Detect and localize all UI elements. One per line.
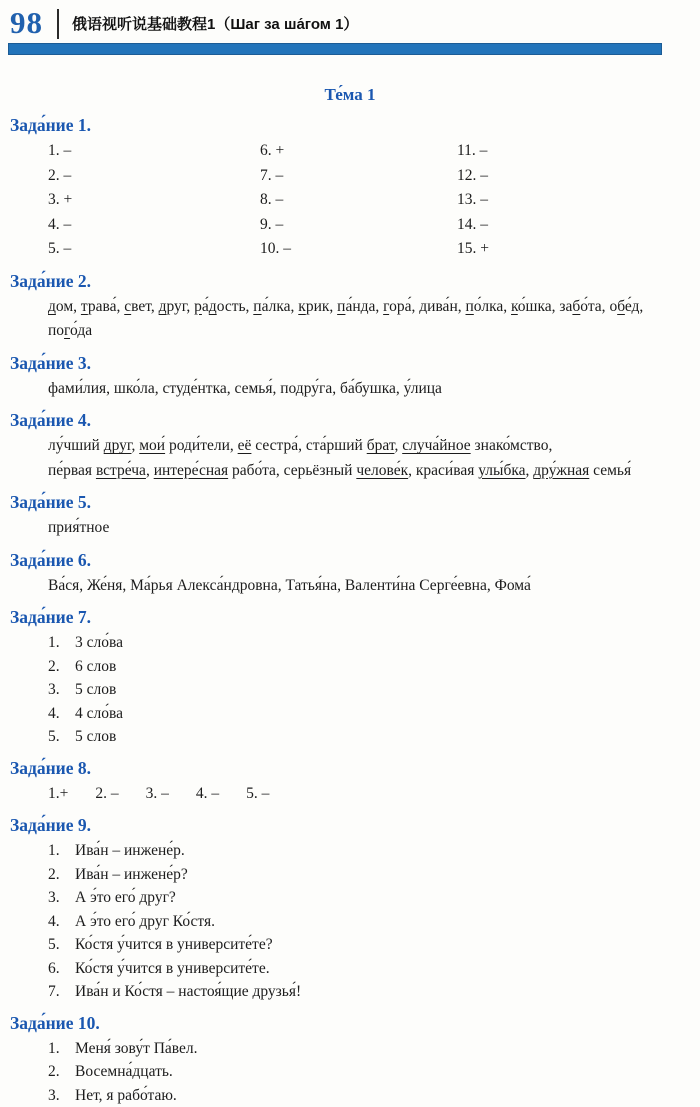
plain-text: о (609, 298, 617, 315)
list-item (48, 910, 700, 934)
numbered-list (48, 631, 700, 749)
inline-answer: 3. – (146, 782, 169, 807)
answer-cell: 9. – (260, 213, 457, 238)
list-item-number: 3. (48, 1084, 75, 1107)
underlined-text: д (48, 298, 56, 315)
answer-cell: 8. – (260, 188, 457, 213)
list-item-text: 5 слов (75, 725, 116, 749)
task-line (48, 459, 700, 484)
list-item (48, 702, 700, 726)
plain-text: фами́лия, шко́ла, студе́нтка, семья́, подру́га, ба́бушка, у́лица (48, 380, 442, 397)
answer-cell: 13. – (457, 188, 700, 213)
task-line (48, 377, 700, 402)
underlined-text: брат (367, 437, 395, 454)
underlined-text: б (572, 298, 580, 315)
underlined-text: р (194, 298, 202, 315)
underlined-text: встре́ча (96, 462, 146, 479)
underlined-text: друг (104, 437, 132, 454)
list-item-number: 1. (48, 1037, 75, 1061)
list-item (48, 678, 700, 702)
list-item-number: 6. (48, 957, 75, 981)
list-item (48, 933, 700, 957)
plain-text: рабо́та, серьёзный (228, 462, 356, 479)
task-heading: Зада́ние 3. (10, 352, 700, 375)
list-item-text: 5 слов (75, 678, 116, 702)
underlined-text: случа́йное (402, 437, 470, 454)
plain-text: прия́тное (48, 519, 109, 536)
plain-text: рик, (306, 298, 337, 315)
list-item-text: А э́то его́ друг Ко́стя. (75, 910, 215, 934)
task-body (48, 516, 700, 541)
underlined-text: д (209, 298, 217, 315)
plain-text: а́ (202, 298, 209, 315)
plain-text: лу́чший (48, 437, 104, 454)
answers-column (457, 139, 700, 262)
list-item-number: 3. (48, 886, 75, 910)
list-item-number: 5. (48, 725, 75, 749)
plain-text: ость, (217, 298, 254, 315)
book-title: 俄语视听说基础教程1（Шаг за ша́гом 1） (72, 8, 358, 33)
answer-cell: 11. – (457, 139, 700, 164)
list-item (48, 1084, 700, 1107)
list-item-number: 3. (48, 678, 75, 702)
list-item-text: Ко́стя у́чится в университе́те. (75, 957, 270, 981)
underlined-text: дру́жная (533, 462, 589, 479)
list-item (48, 655, 700, 679)
answer-cell: 3. + (48, 188, 260, 213)
list-item-text: Меня́ зову́т Па́вел. (75, 1037, 198, 1061)
underlined-text: г (64, 322, 70, 339)
underlined-text: к (511, 298, 518, 315)
plain-text: дива́н, (419, 298, 465, 315)
list-item-number: 7. (48, 980, 75, 1004)
plain-text: пе́рвая (48, 462, 96, 479)
list-item-text: Ива́н и Ко́стя – настоя́щие друзья́! (75, 980, 301, 1004)
answer-cell: 15. + (457, 237, 700, 262)
task-heading: Зада́ние 1. (10, 114, 700, 137)
task-list (0, 114, 700, 1107)
list-item-number: 4. (48, 910, 75, 934)
answer-cell: 5. – (48, 237, 260, 262)
list-item (48, 1037, 700, 1061)
task-heading: Зада́ние 6. (10, 549, 700, 572)
page-number: 98 (10, 8, 43, 38)
underlined-text: с (124, 298, 131, 315)
plain-text: , (146, 462, 154, 479)
task-line (48, 516, 700, 541)
plain-text: о́да (70, 322, 92, 339)
underlined-text: мои́ (139, 437, 165, 454)
list-item-text: А э́то его́ друг? (75, 886, 176, 910)
list-item (48, 957, 700, 981)
plain-text: , (394, 437, 402, 454)
task-body (48, 574, 700, 599)
answer-cell: 7. – (260, 164, 457, 189)
underlined-text: интере́сная (154, 462, 228, 479)
plain-text: а́нда, (345, 298, 383, 315)
plain-text: вет, (131, 298, 158, 315)
theme-title: Те́ма 1 (0, 84, 700, 106)
underlined-text: улы́бка (478, 462, 525, 479)
task-heading: Зада́ние 10. (10, 1012, 700, 1035)
list-item (48, 886, 700, 910)
answer-cell: 4. – (48, 213, 260, 238)
list-item-number: 1. (48, 839, 75, 863)
plain-text: , краси́вая (408, 462, 478, 479)
plain-text: за (559, 298, 572, 315)
underlined-text: к (298, 298, 306, 315)
list-item (48, 1060, 700, 1084)
plain-text: знако́мство, (471, 437, 553, 454)
task-body (48, 377, 700, 402)
task-heading: Зада́ние 9. (10, 814, 700, 837)
answer-cell: 14. – (457, 213, 700, 238)
page-header (0, 0, 700, 39)
underlined-text: её (238, 437, 252, 454)
underlined-text: т (81, 298, 88, 315)
plain-text: по (48, 322, 64, 339)
inline-answer: 1.+ (48, 782, 68, 807)
plain-text: сестра́, ста́рший (251, 437, 366, 454)
plain-text: Ва́ся, Же́ня, Ма́рья Алекса́ндровна, Татья́на, Валенти́на Серге́евна, Фома́ (48, 577, 531, 594)
list-item-text: 3 сло́ва (75, 631, 123, 655)
answers-column (260, 139, 457, 262)
list-item-text: 4 сло́ва (75, 702, 123, 726)
list-item (48, 725, 700, 749)
list-item-text: Ко́стя у́чится в университе́те? (75, 933, 273, 957)
underlined-text: г (383, 298, 389, 315)
inline-answer: 4. – (196, 782, 219, 807)
list-item (48, 631, 700, 655)
inline-answer: 2. – (95, 782, 118, 807)
plain-text: а́лка, (262, 298, 299, 315)
answer-cell: 2. – (48, 164, 260, 189)
list-item-text: Нет, я рабо́таю. (75, 1084, 177, 1107)
list-item-text: Ива́н – инжене́р? (75, 863, 188, 887)
list-item-number: 1. (48, 631, 75, 655)
list-item-text: Ива́н – инжене́р. (75, 839, 185, 863)
plain-text: е́д, (625, 298, 643, 315)
list-item-text: Восемна́дцать. (75, 1060, 173, 1084)
plain-text: роди́тели, (165, 437, 238, 454)
underlined-text: челове́к (356, 462, 408, 479)
plain-text: о́лка, (474, 298, 511, 315)
task-heading: Зада́ние 7. (10, 606, 700, 629)
plain-text: о́шка, (518, 298, 560, 315)
list-item-number: 2. (48, 655, 75, 679)
list-item-number: 2. (48, 1060, 75, 1084)
task-line (48, 574, 700, 599)
plain-text: семья́ (589, 462, 631, 479)
task-line (48, 319, 700, 344)
underlined-text: б (617, 298, 625, 315)
answer-cell: 10. – (260, 237, 457, 262)
list-item (48, 863, 700, 887)
numbered-list (48, 1037, 700, 1107)
answers-column (48, 139, 260, 262)
answer-cell: 1. – (48, 139, 260, 164)
inline-answer: 5. – (246, 782, 269, 807)
list-item-text: 6 слов (75, 655, 116, 679)
plain-text: , (526, 462, 534, 479)
plain-text: , (131, 437, 139, 454)
task-heading: Зада́ние 4. (10, 409, 700, 432)
underlined-text: д (159, 298, 167, 315)
list-item (48, 839, 700, 863)
list-item-number: 5. (48, 933, 75, 957)
task-heading: Зада́ние 2. (10, 270, 700, 293)
plain-text: рава́, (88, 298, 124, 315)
plain-text: руг, (167, 298, 195, 315)
task-body (48, 295, 700, 344)
underlined-text: п (337, 298, 345, 315)
list-item-number: 2. (48, 863, 75, 887)
list-item-number: 4. (48, 702, 75, 726)
task-line (48, 434, 700, 459)
answer-cell: 12. – (457, 164, 700, 189)
task-heading: Зада́ние 5. (10, 491, 700, 514)
underlined-text: п (466, 298, 474, 315)
answers-grid (48, 139, 700, 262)
task-heading: Зада́ние 8. (10, 757, 700, 780)
plain-text: ом, (56, 298, 81, 315)
underlined-text: п (253, 298, 261, 315)
answer-cell: 6. + (260, 139, 457, 164)
plain-text: о́та, (580, 298, 609, 315)
numbered-list (48, 839, 700, 1004)
plain-text: ора́, (389, 298, 419, 315)
task-body (48, 434, 700, 483)
header-divider (57, 9, 59, 39)
task-line (48, 295, 700, 320)
inline-answers-row (48, 782, 700, 807)
header-blue-bar (8, 43, 662, 55)
